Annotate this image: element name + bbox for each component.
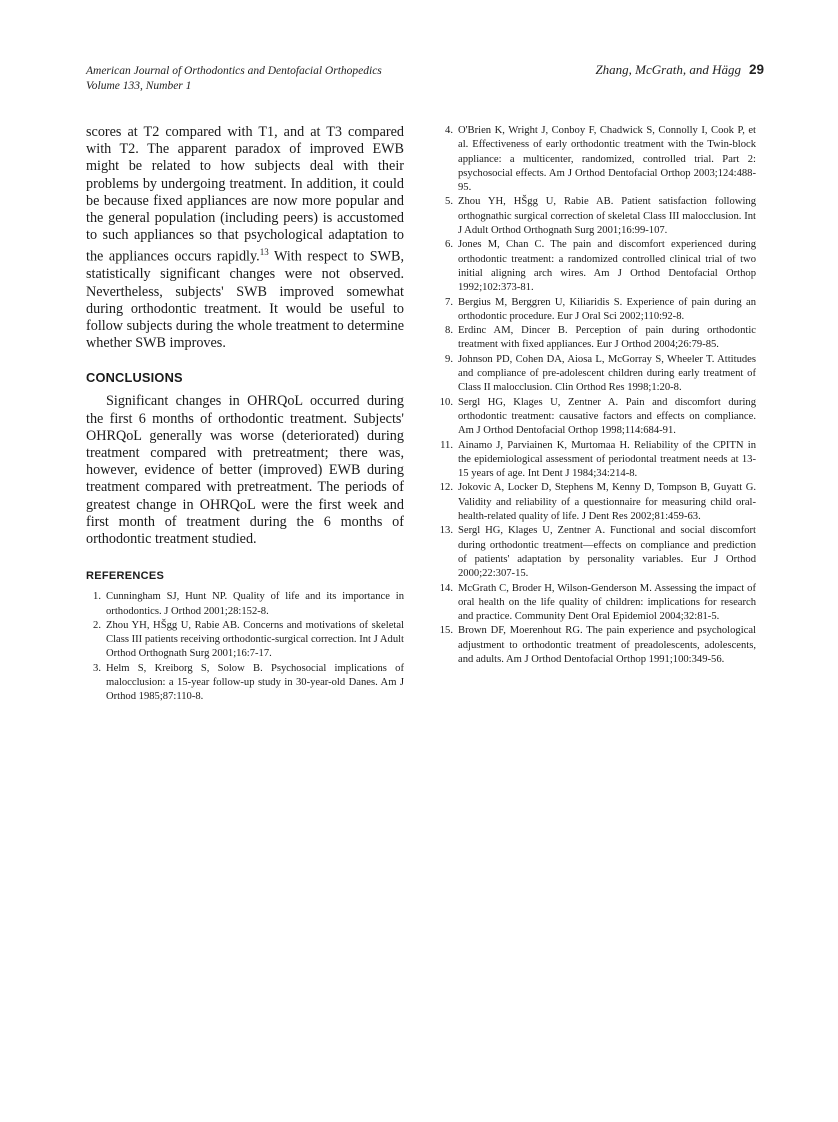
reference-item: 11. Ainamo J, Parviainen K, Murtomaa H. Reliability of the CPITN in the epidemiological assessment of periodontal treatment needs at 13-15 years of age. Int Dent J 1984;34:214-8. bbox=[440, 439, 756, 480]
running-header-left bbox=[86, 64, 382, 94]
discussion-text-part2: With respect to SWB, statistically significant changes were not observed. Nevertheless, subjects' SWB improved somewhat during orthodontic treatment. It would be useful to follow subjects during the whole treatment to determine whether SWB improves. bbox=[86, 249, 405, 352]
reference-item: 9. Johnson PD, Cohen DA, Aiosa L, McGorray S, Wheeler T. Attitudes and compliance of pre-adolescent children during early treatment of Class II malocclusion. Clin Orthod Res 1998;1:20-8. bbox=[445, 353, 756, 394]
reference-item: 3. Helm S, Kreiborg S, Solow B. Psychosocial implications of malocclusion: a 15-year follow-up study in 30-year-old Danes. Am J Orthod 1985;87:110-8. bbox=[93, 662, 404, 703]
reference-item: 2. Zhou YH, HŠgg U, Rabie AB. Concerns and motivations of skeletal Class III patients receiving orthodontic-surgical correction. Int J Adult Orthod Orthognath Surg 2001;16:7-17. bbox=[93, 619, 404, 660]
conclusions-heading: CONCLUSIONS bbox=[86, 370, 183, 386]
running-header-right bbox=[595, 62, 764, 78]
reference-list-left bbox=[86, 590, 404, 704]
authors: Zhang, McGrath, and Hägg bbox=[595, 62, 741, 77]
citation-superscript: 13 bbox=[259, 247, 269, 258]
reference-item: 4. O'Brien K, Wright J, Conboy F, Chadwick S, Connolly I, Cook P, et al. Effectiveness of early orthodontic treatment with the Twin-block appliance: a multicenter, randomized, controlled trial. Part 2: psychosocial effects. Am J Orthod Dentofacial Orthop 2003;124:488-95. bbox=[445, 125, 756, 194]
left-column bbox=[86, 124, 404, 705]
page-number: 29 bbox=[748, 62, 764, 77]
reference-item: 6. Jones M, Chan C. The pain and discomfort experienced during orthodontic treatment: a randomized controlled clinical trial of two initial aligning arch wires. Am J Orthod Dentofacial Orthop 1992;102:373-81. bbox=[445, 239, 756, 294]
reference-item: 10. Sergl HG, Klages U, Zentner A. Pain and discomfort during orthodontic treatment: causative factors and effects on compliance. Am J Orthod Dentofacial Orthop 1998;114:684-91. bbox=[439, 396, 756, 437]
reference-item: 12. Jokovic A, Locker D, Stephens M, Kenny D, Tompson B, Guyatt G. Validity and reliability of a questionnaire for measuring child oral-health-related quality of life. J Dent Res 2002;81:459-63. bbox=[439, 482, 756, 523]
reference-item: 7. Bergius M, Berggren U, Kiliaridis S. Experience of pain during an orthodontic procedure. Eur J Oral Sci 2002;110:92-8. bbox=[445, 296, 756, 322]
reference-item: 5. Zhou YH, HŠgg U, Rabie AB. Patient satisfaction following orthognathic surgical correction of skeletal Class III malocclusion. Int J Adult Orthod Orthognath Surg 2001;16:99-107. bbox=[445, 196, 756, 237]
reference-item: 15. Brown DF, Moerenhout RG. The pain experience and psychological adjustment to orthodontic treatment of preadolescents, adolescents, and adults. Am J Orthod Dentofacial Orthop 1991;100:349-56. bbox=[439, 625, 756, 665]
reference-item: 13. Sergl HG, Klages U, Zentner A. Functional and social discomfort during orthodontic treatment—effects on compliance and prediction of patients' adaptation by personality variables. Eur J Orthod 2000;22:307-15. bbox=[439, 525, 756, 580]
discussion-text-part1: scores at T2 compared with T1, and at T3 compared with T2. The apparent paradox of improved EWB might be related to how subjects deal with their problems by undergoing treatment. In addition, it could be because fixed appliances are now more popular and the general population (including peers) is accustomed to such appliances so that psychological adaptation to the appliances occurs rapidly. bbox=[86, 124, 404, 266]
volume-issue: Volume 133, Number 1 bbox=[86, 80, 192, 92]
journal-title: American Journal of Orthodontics and Dentofacial Orthopedics bbox=[86, 65, 382, 77]
reference-list-right bbox=[438, 124, 756, 667]
reference-item: 14. McGrath C, Broder H, Wilson-Genderson M. Assessing the impact of oral health on the life quality of children: implications for research and practice. Community Dent Oral Epidemiol 2004;32:81-5. bbox=[439, 582, 756, 623]
references-heading: REFERENCES bbox=[86, 570, 165, 583]
conclusions-paragraph: Significant changes in OHRQoL occurred during the first 6 months of orthodontic treatment. Subjects' OHRQoL generally was worse (deteriorated) during treatment compared with pretreatment; there was, however, evidence of better (improved) EWB during treatment compared with pretreatment. The periods of greatest change in OHRQoL were the first week and first month of treatment during the 6 months of orthodontic treatment studied. bbox=[86, 393, 404, 547]
reference-item: 1. Cunningham SJ, Hunt NP. Quality of life and its importance in orthodontics. J Orthod 2001;28:152-8. bbox=[93, 591, 404, 617]
discussion-paragraph bbox=[86, 124, 404, 352]
reference-item: 8. Erdinc AM, Dincer B. Perception of pain during orthodontic treatment with fixed appliances. Eur J Orthod 2004;26:79-85. bbox=[445, 325, 756, 351]
right-column bbox=[438, 124, 756, 667]
